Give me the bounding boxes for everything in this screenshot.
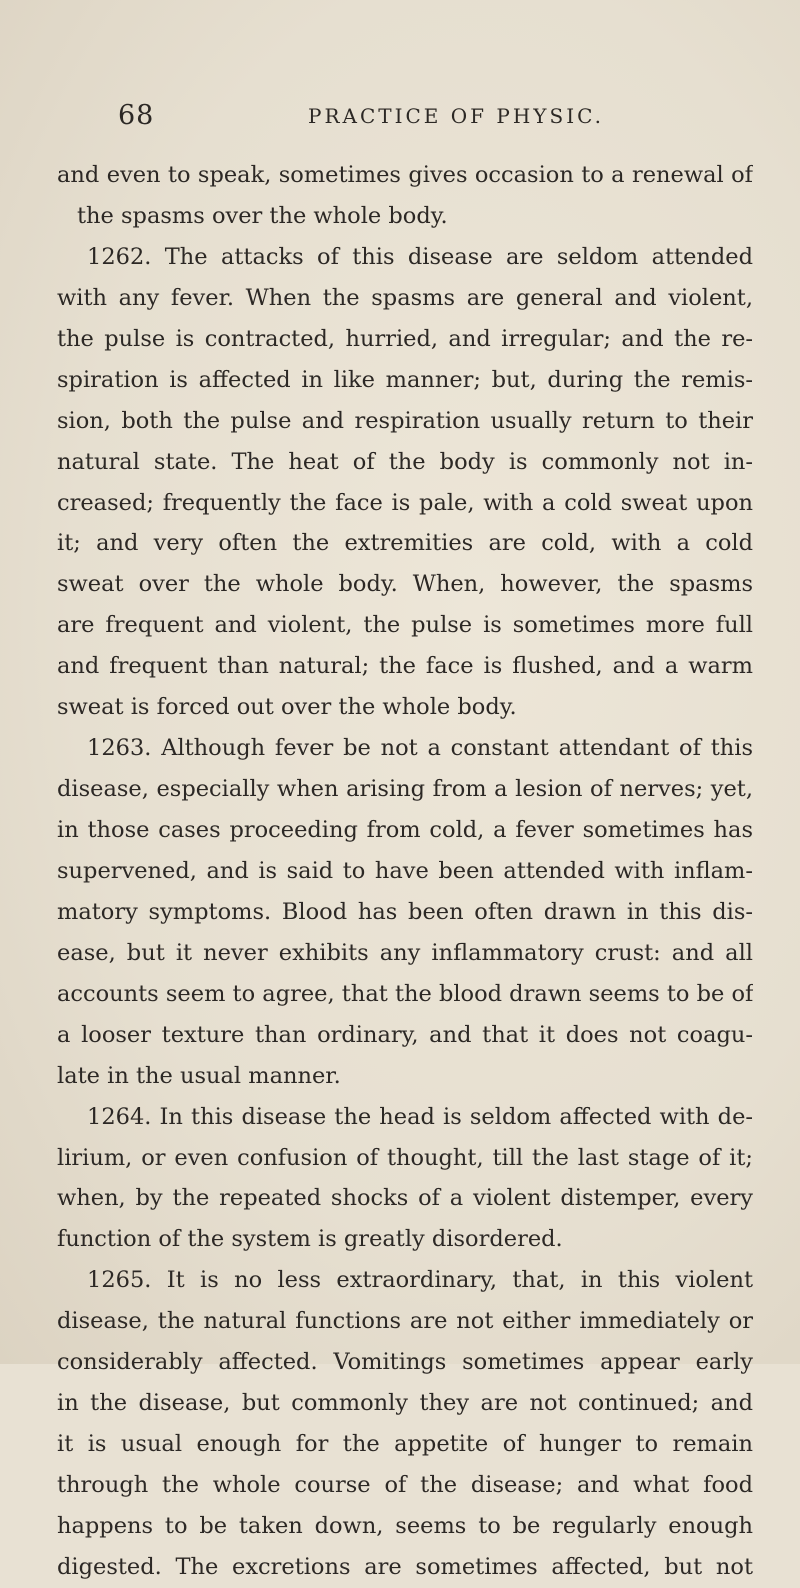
text-line: a looser texture than ordinary, and that it does not coagu- [57, 1021, 753, 1048]
text-line: natural state. The heat of the body is commonly not in- [57, 448, 753, 475]
text-line: through the whole course of the disease; and what food [57, 1472, 753, 1498]
body-text [57, 155, 753, 1588]
text-line: disease, the natural functions are not either immediately or [57, 1308, 753, 1335]
text-line: late in the usual manner. [57, 1062, 341, 1089]
text-line: disease, especially when arising from a lesion of nerves; yet, [57, 776, 753, 803]
text-line: sion, both the pulse and respiration usually return to their [57, 407, 753, 434]
text-line: digested. The excretions are sometimes affected, but not [57, 1553, 753, 1580]
running-head: PRACTICE OF PHYSIC. [308, 104, 605, 128]
text-line: spiration is affected in like manner; but, during the remis- [57, 366, 753, 393]
text-line: function of the system is greatly disordered. [57, 1226, 563, 1253]
text-line: in those cases proceeding from cold, a fever sometimes has [57, 817, 753, 843]
text-line: supervened, and is said to have been attended with inflam- [57, 857, 753, 884]
text-line: it is usual enough for the appetite of hunger to remain [57, 1431, 753, 1458]
paragraph-1264-start: 1264. In this disease the head is seldom affected with de- [87, 1103, 753, 1130]
text-line: accounts seem to agree, that the blood drawn seems to be of [57, 980, 753, 1007]
text-line: matory symptoms. Blood has been often drawn in this dis- [57, 898, 753, 925]
text-line: it; and very often the extremities are cold, with a cold [57, 530, 753, 557]
text-line: and frequent than natural; the face is flushed, and a warm [57, 653, 753, 680]
text-line: creased; frequently the face is pale, with a cold sweat upon [57, 489, 753, 516]
text-line: the spasms over the whole body. [77, 202, 448, 229]
paragraph-1263-start: 1263. Although fever be not a constant attendant of this [87, 735, 753, 762]
paragraph-1265-start: 1265. It is no less extraordinary, that, in this violent [87, 1267, 753, 1294]
text-line: the pulse is contracted, hurried, and irregular; and the re- [57, 325, 753, 352]
text-line: lirium, or even confusion of thought, till the last stage of it; [57, 1144, 753, 1171]
text-line: when, by the repeated shocks of a violent distemper, every [57, 1185, 753, 1212]
text-line: and even to speak, sometimes gives occasion to a renewal of [57, 162, 753, 188]
text-line: sweat is forced out over the whole body. [57, 694, 517, 721]
text-line: are frequent and violent, the pulse is sometimes more full [57, 612, 753, 639]
text-line: in the disease, but commonly they are not continued; and [57, 1390, 753, 1417]
text-line: ease, but it never exhibits any inflammatory crust: and all [57, 939, 753, 966]
page-number: 68 [118, 100, 155, 131]
text-line: with any fever. When the spasms are general and violent, [57, 284, 753, 311]
text-line: considerably affected. Vomitings sometimes appear early [57, 1349, 753, 1376]
page-header [118, 100, 758, 134]
text-line: happens to be taken down, seems to be regularly enough [57, 1512, 753, 1539]
paragraph-1262-start: 1262. The attacks of this disease are seldom attended [87, 243, 753, 270]
text-line: sweat over the whole body. When, however, the spasms [57, 571, 753, 598]
